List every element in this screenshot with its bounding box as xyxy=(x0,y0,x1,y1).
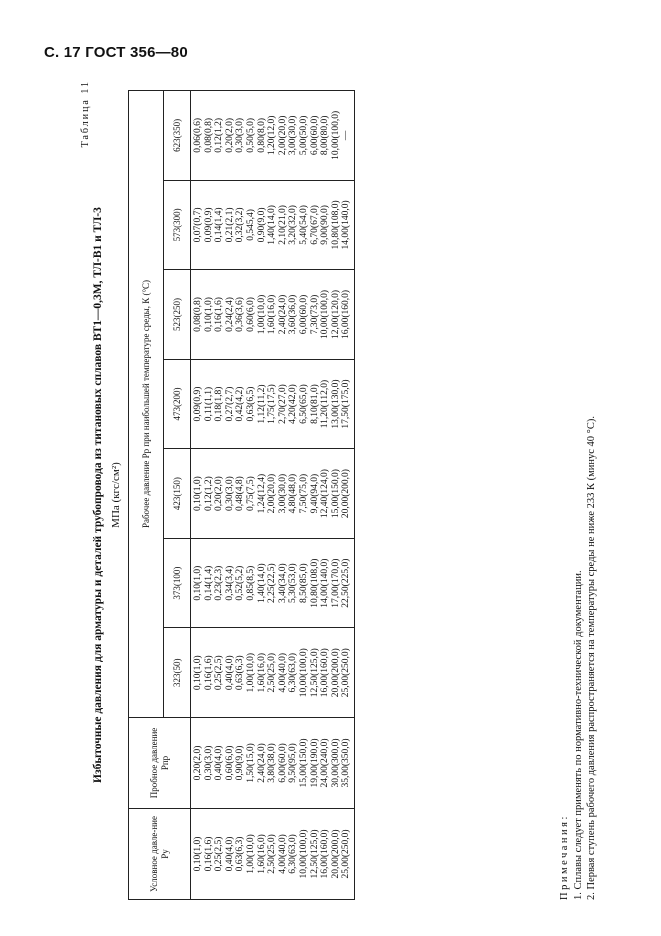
table-cell-value: 20,00(200,0) xyxy=(330,648,341,698)
table-cell-value: 12,50(125,0) xyxy=(309,648,320,698)
table-cell-value: 0,25(2,5) xyxy=(214,655,225,691)
table-cell-value: 0,09(0,9) xyxy=(193,386,203,422)
table-cell-value: 20,00(200,0) xyxy=(341,469,352,519)
table-cell-value: 0,63(6,5) xyxy=(245,386,256,422)
pressure-table xyxy=(128,90,355,900)
table-cell-value: 2,10(21,0) xyxy=(277,205,288,245)
table-cell-value: 1,12(11,2) xyxy=(256,384,267,424)
table-cell-value: 2,50(25,0) xyxy=(267,652,278,693)
table-cell-value: 1,24(12,4) xyxy=(256,473,267,514)
table-cell-value: 0,42(4,2) xyxy=(235,386,246,422)
table-cell-value: 16,00(160,0) xyxy=(320,829,331,879)
table-cell-value: 1,00(10,0) xyxy=(245,652,256,693)
table-cell-value: 0,63(6,3) xyxy=(235,836,246,872)
table-cell-value: 25,00(250,0) xyxy=(341,648,352,698)
table-column-cell xyxy=(191,270,355,360)
table-cell-value: 10,80(108,0) xyxy=(309,558,320,608)
table-cell-value: 9,00(90,0) xyxy=(320,205,331,245)
table-cell-value: 0,16(1,6) xyxy=(203,836,214,872)
table-cell-value: 2,50(25,0) xyxy=(267,834,278,874)
table-cell-value: 1,60(16,0) xyxy=(256,834,267,874)
table-cell-value: 5,00(50,0) xyxy=(298,115,309,156)
table-cell-value: 0,34(3,4) xyxy=(224,565,235,601)
table-cell-value: 0,60(6,0) xyxy=(245,297,256,332)
table-cell-value: 0,07(0,7) xyxy=(193,207,203,243)
table-cell-value: 0,10(1,0) xyxy=(193,476,203,512)
table-cell-value: 1,40(14,0) xyxy=(256,563,267,603)
table-label: Таблица 11 xyxy=(80,80,91,148)
table-cell-value: 3,80(38,0) xyxy=(267,743,278,783)
table-cell-value: 1,40(14,0) xyxy=(267,205,278,245)
table-cell-value: 6,50(65,0) xyxy=(298,384,309,424)
table-cell-value: 5,30(53,0) xyxy=(288,563,299,603)
table-cell-value: 4,20(42,0) xyxy=(288,384,299,424)
table-column-cell xyxy=(191,628,355,718)
note-item: 2. Первая ступень рабочего давления распространяется на температуры среды не ниже 233 К (минус 40 °С). xyxy=(586,416,597,900)
table-cell-value: 0,24(2,4) xyxy=(224,297,235,332)
table-column-cell xyxy=(191,538,355,628)
table-cell-value: 10,80(108,0) xyxy=(330,200,341,250)
table-cell-value: 0,40(4,0) xyxy=(224,836,235,872)
table-cell-value: 3,40(34,0) xyxy=(277,563,288,603)
table-cell-value: 0,52(5,2) xyxy=(235,565,246,601)
table-column-cell xyxy=(191,359,355,449)
table-cell-value: 9,50(95,0) xyxy=(288,743,299,783)
col-header-temp: 523(250) xyxy=(164,270,191,360)
table-cell-value: 2,00(20,0) xyxy=(267,473,278,514)
table-cell-value: 3,60(36,0) xyxy=(288,294,299,335)
table-cell-value: 10,00(100,0) xyxy=(320,289,331,340)
table-cell-value: 6,70(67,0) xyxy=(309,205,320,245)
table-cell-value: 0,85(8,5) xyxy=(245,565,256,601)
table-cell-value: 0,80(8,0) xyxy=(256,117,267,153)
table-cell-value: 0,18(1,8) xyxy=(214,386,225,422)
rotated-table-block xyxy=(80,80,640,910)
table-cell-value: 1,75(17,5) xyxy=(267,384,278,424)
table-title: Избыточные давления для арматуры и деталей трубопровода из титановых сплавов ВТ1—0,3М, ТЛ-В1 и ТЛ-3 xyxy=(92,207,104,783)
table-cell-value: 0,06(0,6) xyxy=(193,117,203,153)
table-cell-value: 0,10(1,0) xyxy=(193,655,203,691)
table-cell-value: 0,09(0,9) xyxy=(203,207,214,243)
table-cell-value: 0,23(2,3) xyxy=(214,565,225,601)
table-cell-value: 0,27(2,7) xyxy=(224,386,235,422)
table-cell-value: 0,08(0,8) xyxy=(193,297,203,332)
table-cell-value: 4,00(40,0) xyxy=(277,834,288,874)
table-cell-value: 2,25(22,5) xyxy=(267,563,278,603)
table-cell-value: 0,12(1,2) xyxy=(203,476,214,512)
table-column-cell xyxy=(191,91,355,181)
table-cell-value: 12,40(124,0) xyxy=(320,469,331,519)
table-cell-value: 14,00(140,0) xyxy=(320,558,331,608)
table-cell-value: 0,12(1,2) xyxy=(214,117,225,153)
table-cell-value: 10,00(100,0) xyxy=(330,110,341,160)
table-cell-value: 0,50(5,0) xyxy=(245,117,256,153)
table-cell-value: 35,00(350,0) xyxy=(341,738,352,788)
table-cell-value: 0,25(2,5) xyxy=(214,836,225,872)
table-cell-value: 0,10(1,0) xyxy=(203,297,214,332)
table-cell-value: 0,11(1,1) xyxy=(203,386,214,422)
table-cell-value: 6,00(60,0) xyxy=(298,294,309,335)
table-cell-value: 0,30(3,0) xyxy=(203,745,214,781)
table-cell-value: 15,00(150,0) xyxy=(298,738,309,788)
col-header-temp: 323(50) xyxy=(164,628,191,718)
table-cell-value: 4,80(48,0) xyxy=(288,473,299,514)
notes-heading: Примечания: xyxy=(559,814,570,900)
col-header-test: Пробное давление Pпр xyxy=(129,718,191,809)
table-cell-value: 0,48(4,8) xyxy=(235,476,246,512)
table-cell-value: 8,10(81,0) xyxy=(309,384,320,424)
col-header-temp: 473(200) xyxy=(164,359,191,449)
table-cell-value: 0,40(4,0) xyxy=(214,745,225,781)
table-cell-value: 6,00(60,0) xyxy=(277,743,288,783)
table-cell-value: 2,00(20,0) xyxy=(277,115,288,156)
table-cell-value: 15,00(150,0) xyxy=(330,469,341,519)
col-header-nominal: Условное давле-ние Pу xyxy=(129,809,191,900)
note-item: 1. Сплавы следует применять по нормативно-технической документации. xyxy=(572,570,584,900)
table-cell-value: 12,50(125,0) xyxy=(309,829,320,879)
table-cell-value: 6,30(63,0) xyxy=(288,652,299,693)
table-cell-value: 1,60(16,0) xyxy=(267,294,278,335)
table-column-cell xyxy=(191,180,355,270)
table-cell-value: 1,00(10,0) xyxy=(245,834,256,874)
table-cell-value: 10,00(100,0) xyxy=(298,648,309,698)
table-cell-value: 1,20(12,0) xyxy=(267,115,278,156)
table-cell-value: 10,00(100,0) xyxy=(298,829,309,879)
table-cell-value: 2,40(24,0) xyxy=(256,743,267,783)
table-cell-value: 0,20(2,0) xyxy=(193,745,203,781)
table-cell-value: 0,08(0,8) xyxy=(203,117,214,153)
notes xyxy=(558,416,599,900)
table-cell-value: 19,00(190,0) xyxy=(309,738,320,788)
table-cell-value: 7,30(73,0) xyxy=(309,294,320,335)
table-cell-value: 25,00(250,0) xyxy=(341,829,352,879)
table-cell-value: 6,30(63,0) xyxy=(288,834,299,874)
table-cell-value: 16,00(160,0) xyxy=(341,289,352,340)
table-cell-value: 3,00(30,0) xyxy=(288,115,299,156)
table-cell-value: 20,00(200,0) xyxy=(330,829,341,879)
table-cell-value: 0,90(9,0) xyxy=(235,745,246,781)
table-column-cell xyxy=(191,809,355,900)
page-header: С. 17 ГОСТ 356—80 xyxy=(44,44,188,61)
table-cell-value: 12,00(120,0) xyxy=(330,289,341,340)
table-cell-value: 0,90(9,0) xyxy=(256,207,267,243)
table-column-cell xyxy=(191,449,355,539)
table-cell-value: 9,40(94,0) xyxy=(309,473,320,514)
table-cell-value: 1,60(16,0) xyxy=(256,652,267,693)
table-cell-value: 16,00(160,0) xyxy=(320,648,331,698)
table-cell-value: 0,20(2,0) xyxy=(214,476,225,512)
table-unit: МПа (кгс/см²) xyxy=(110,462,122,528)
table-cell-value: 0,30(3,0) xyxy=(235,117,246,153)
table-cell-value: 8,00(80,0) xyxy=(320,115,331,156)
table-cell-value: — xyxy=(341,130,352,141)
table-cell-value: 7,50(75,0) xyxy=(298,473,309,514)
table-cell-value: 0,16(1,6) xyxy=(203,655,214,691)
table-cell-value: 1,50(15,0) xyxy=(245,743,256,783)
table-cell-value: 4,00(40,0) xyxy=(277,652,288,693)
table-cell-value: 13,00(130,0) xyxy=(330,379,341,429)
table-cell-value: 0,14(1,4) xyxy=(203,565,214,601)
table-cell-value: 14,00(140,0) xyxy=(341,200,352,250)
table-cell-value: 3,00(30,0) xyxy=(277,473,288,514)
table-cell-value: 30,00(300,0) xyxy=(330,738,341,788)
table-cell-value: 0,10(1,0) xyxy=(193,565,203,601)
table-cell-value: 0,10(1,0) xyxy=(193,836,203,872)
table-cell-value: 0,20(2,0) xyxy=(224,117,235,153)
table-cell-value: 0,40(4,0) xyxy=(224,655,235,691)
table-cell-value: 0,36(3,6) xyxy=(235,297,246,332)
table-cell-value: 1,00(10,0) xyxy=(256,294,267,335)
table-cell-value: 0,30(3,0) xyxy=(224,476,235,512)
table-cell-value: 11,20(112,0) xyxy=(320,379,331,429)
col-header-group: Рабочее давление Pр при наибольшей температуре среды, К (°С) xyxy=(129,91,164,718)
table-cell-value: 3,20(32,0) xyxy=(288,205,299,245)
table-cell-value: 24,00(240,0) xyxy=(320,738,331,788)
table-cell-value: 2,70(27,0) xyxy=(277,384,288,424)
table-cell-value: 8,50(85,0) xyxy=(298,563,309,603)
table-cell-value: 0,545,4) xyxy=(245,209,256,241)
col-header-temp: 423(150) xyxy=(164,449,191,539)
table-cell-value: 0,16(1,6) xyxy=(214,297,225,332)
col-header-temp: 623(350) xyxy=(164,91,191,181)
table-cell-value: 5,40(54,0) xyxy=(298,205,309,245)
col-header-temp: 373(100) xyxy=(164,538,191,628)
table-cell-value: 6,00(60,0) xyxy=(309,115,320,156)
table-cell-value: 17,00(170,0) xyxy=(330,558,341,608)
table-cell-value: 0,63(6,3) xyxy=(235,655,246,691)
table-cell-value: 0,14(1,4) xyxy=(214,207,225,243)
table-cell-value: 0,21(2,1) xyxy=(224,207,235,243)
table-cell-value: 17,50(175,0) xyxy=(341,379,352,429)
table-cell-value: 22,50(225,0) xyxy=(341,558,352,608)
table-cell-value: 2,40(24,0) xyxy=(277,294,288,335)
table-cell-value: 0,32(3,2) xyxy=(235,207,246,243)
table-cell-value: 0,75(7,5) xyxy=(245,476,256,512)
table-cell-value: 0,60(6,0) xyxy=(224,745,235,781)
table-column-cell xyxy=(191,718,355,809)
col-header-temp: 573(300) xyxy=(164,180,191,270)
